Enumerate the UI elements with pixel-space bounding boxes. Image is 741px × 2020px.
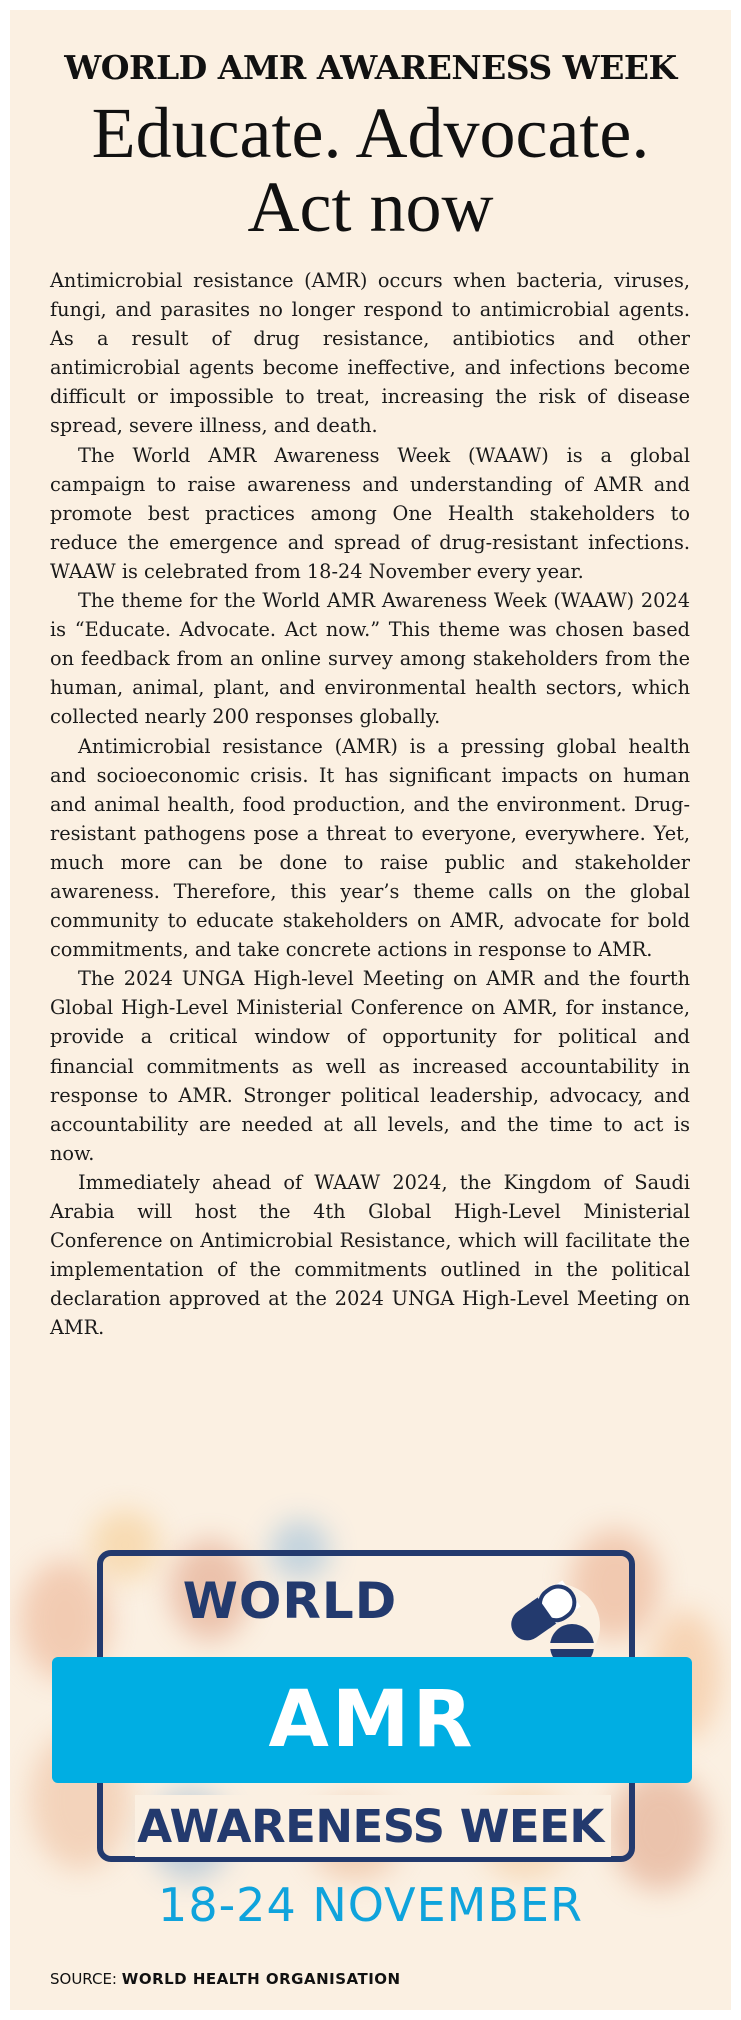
article-body bbox=[50, 266, 690, 1342]
headline-line-1: Educate. Advocate. bbox=[91, 93, 650, 173]
logo-awareness-text: AWARENESS WEEK bbox=[137, 1800, 604, 1853]
headline bbox=[10, 93, 731, 247]
source-name: WORLD HEALTH ORGANISATION bbox=[121, 1970, 401, 1988]
logo-world-text: WORLD bbox=[182, 1572, 398, 1630]
paragraph-5: The 2024 UNGA High-level Meeting on AMR and the fourth Global High-Level Ministerial Conference on AMR, for instance, provide a critical window of opportunity for political and financial commitments as well as increased accountability in response to AMR. Stronger political leadership, advocacy, and accountability are needed at all levels, and the time to act is now. bbox=[50, 967, 690, 1165]
article-panel bbox=[10, 10, 731, 2010]
event-dates: 18-24 NOVEMBER bbox=[158, 1878, 583, 1932]
paragraph-3: The theme for the World AMR Awareness Week (WAAW) 2024 is “Educate. Advocate. Act now.” This theme was chosen based on feedback from an online survey among stakeholders from the human, animal, plant, and environmental health sectors, which collected nearly 200 responses globally. bbox=[50, 589, 690, 729]
kicker-title: WORLD AMR AWARENESS WEEK bbox=[64, 48, 677, 87]
logo-amr-text: AMR bbox=[268, 1675, 476, 1765]
headline-line-2: Act now bbox=[247, 167, 494, 247]
source-label: SOURCE: bbox=[50, 1970, 117, 1988]
paragraph-4: Antimicrobial resistance (AMR) is a pressing global health and socioeconomic crisis. It has significant impacts on human and animal health, food production, and the environment. Drug-resistant pathogens pose a threat to everyone, everywhere. Yet, much more can be done to raise public and stakeholder awareness. Therefore, this year’s theme calls on the global community to educate stakeholders on AMR, advocate for bold commitments, and take concrete actions in response to AMR. bbox=[50, 734, 690, 962]
paragraph-2: The World AMR Awareness Week (WAAW) is a global campaign to raise awareness and understanding of AMR and promote best practices among One Health stakeholders to reduce the emergence and spread of drug-resistant infections. WAAW is celebrated from 18-24 November every year. bbox=[50, 443, 690, 583]
paragraph-1: Antimicrobial resistance (AMR) occurs when bacteria, viruses, fungi, and parasites no longer respond to antimicrobial agents. As a result of drug resistance, antibiotics and other antimicrobial agents become ineffective, and infections become difficult or impossible to treat, increasing the risk of disease spread, severe illness, and death. bbox=[50, 269, 690, 438]
source-credit bbox=[50, 1970, 401, 1988]
paragraph-6: Immediately ahead of WAAW 2024, the Kingdom of Saudi Arabia will host the 4th Global High-Level Ministerial Conference on Antimicrobial Resistance, which will facilitate the implementation of the commitments outlined in the political declaration approved at the 2024 UNGA High-Level Meeting on AMR. bbox=[50, 1170, 690, 1340]
